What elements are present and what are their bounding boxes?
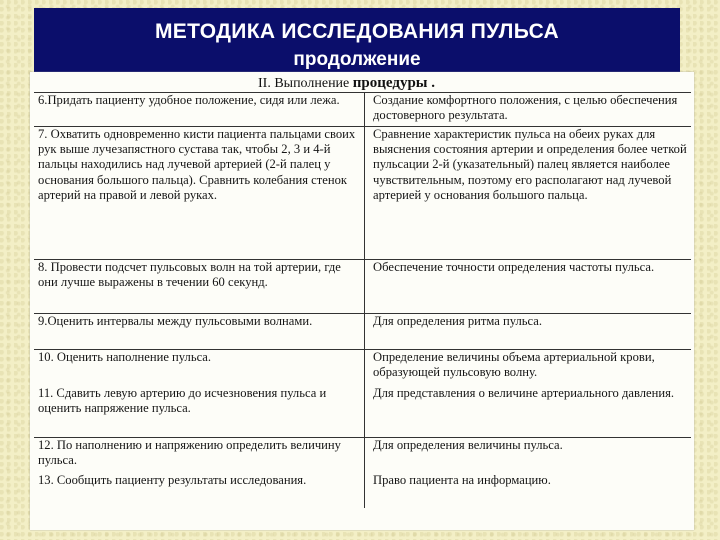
reason-cell: Определение величины объема артериальной крови, образующей пульсовую волну. bbox=[365, 350, 692, 387]
action-cell: 11. Сдавить левую артерию до исчезновения пульса и оценить напряжение пульса. bbox=[34, 386, 365, 438]
action-cell: 7. Охватить одновременно кисти пациента пальцами своих рук выше лучезапястного сустава так, чтобы 2, 3 и 4-й пальцы находились над лучевой артерией (2-й палец у основания большого пальца). Сравнить колебания стенок артерий на правой и левой руках. bbox=[34, 127, 365, 260]
left-margin bbox=[0, 72, 30, 540]
reason-cell: Для определения величины пульса. bbox=[365, 438, 692, 474]
table-row bbox=[34, 93, 691, 127]
section-heading-prefix: II. Выполнение bbox=[258, 76, 353, 91]
table-row bbox=[34, 127, 691, 260]
action-cell: 13. Сообщить пациенту результаты исследования. bbox=[34, 473, 365, 508]
slide-title-bar bbox=[34, 8, 680, 72]
table-row bbox=[34, 438, 691, 474]
table-row bbox=[34, 260, 691, 314]
action-cell: 6.Придать пациенту удобное положение, сидя или лежа. bbox=[34, 93, 365, 127]
table-row bbox=[34, 314, 691, 350]
reason-cell: Обеспечение точности определения частоты пульса. bbox=[365, 260, 692, 314]
reason-cell: Создание комфортного положения, с целью обеспечения достоверного результата. bbox=[365, 93, 692, 127]
reason-cell: Для определения ритма пульса. bbox=[365, 314, 692, 350]
reason-cell: Сравнение характеристик пульса на обеих руках для выяснения состояния артерии и определения более четкой пульсации 2-й (указательный) палец является наиболее чувствительным, поэтому его располагают над лучевой артерией у основания большого пальца. bbox=[365, 127, 692, 260]
procedure-table bbox=[34, 92, 691, 508]
slide-title: МЕТОДИКА ИССЛЕДОВАНИЯ ПУЛЬСА bbox=[154, 20, 560, 43]
action-cell: 10. Оценить наполнение пульса. bbox=[34, 350, 365, 387]
section-heading-bold: процедуры . bbox=[352, 75, 436, 91]
action-cell: 12. По наполнению и напряжению определить величину пульса. bbox=[34, 438, 365, 474]
table-row bbox=[34, 473, 691, 508]
reason-cell: Право пациента на информацию. bbox=[365, 473, 692, 508]
action-cell: 9.Оценить интервалы между пульсовыми волнами. bbox=[34, 314, 365, 350]
table-row bbox=[34, 350, 691, 387]
action-cell: 8. Провести подсчет пульсовых волн на той артерии, где они лучше выражены в течении 60 секунд. bbox=[34, 260, 365, 314]
table-row bbox=[34, 386, 691, 438]
section-heading bbox=[258, 75, 435, 92]
procedure-document bbox=[30, 72, 694, 530]
slide-subtitle: продолжение bbox=[293, 49, 421, 70]
reason-cell: Для представления о величине артериального давления. bbox=[365, 386, 692, 438]
